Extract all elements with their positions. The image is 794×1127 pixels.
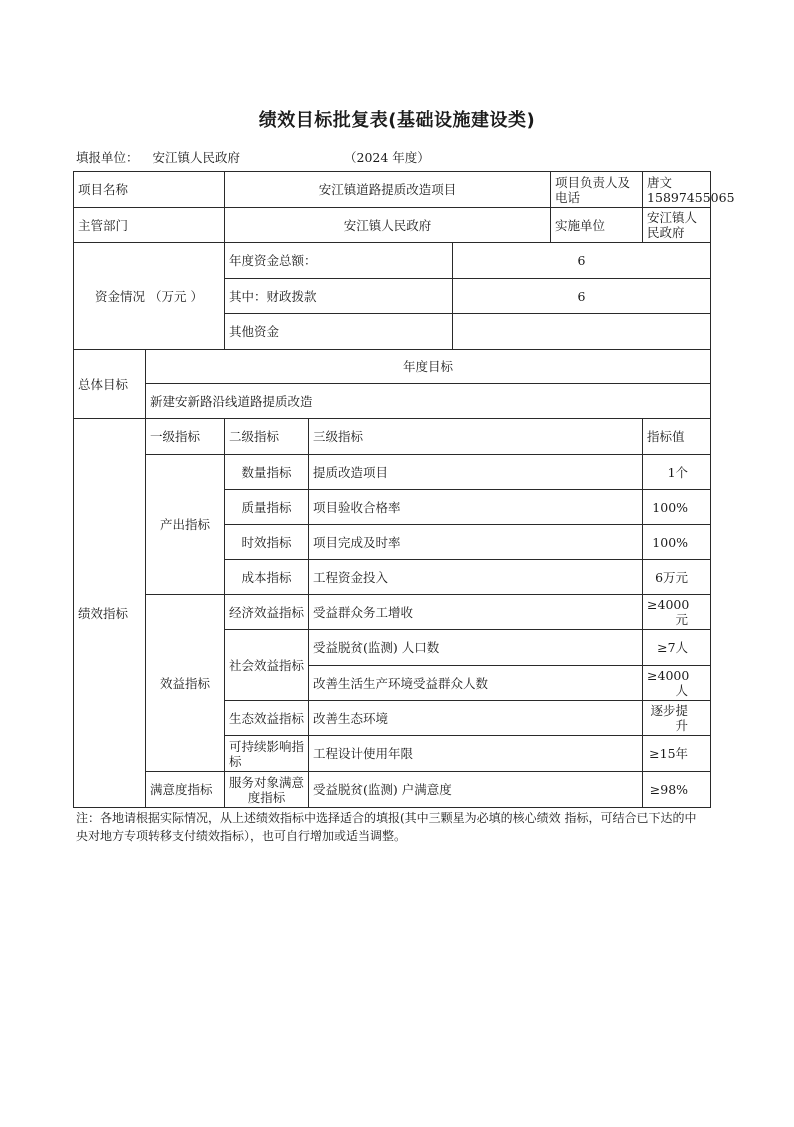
benefit-indicator-label: 效益指标 xyxy=(146,595,225,772)
indicator-level2: 成本指标 xyxy=(225,560,309,595)
performance-table xyxy=(73,171,735,808)
reporting-unit-label: 填报单位： xyxy=(76,150,139,165)
indicator-level3: 受益脱贫(监测) 人口数 xyxy=(309,630,643,666)
footnote: 注：各地请根据实际情况，从上述绩效指标中选择适合的填报(其中三颗星为必填的核心绩效 指标，可结合已下达的中央对地方专项转移支付绩效指标），也可自行增加或适当调整。 xyxy=(76,811,697,843)
funds-total-label: 年度资金总额： xyxy=(225,243,453,279)
indicator-level3: 提质改造项目 xyxy=(309,455,643,490)
department-row xyxy=(74,208,711,243)
indicator-row xyxy=(74,595,711,630)
project-leader-value: 唐文15897455065 xyxy=(643,172,711,208)
indicator-value: 6万元 xyxy=(643,560,711,595)
indicator-value: 100% xyxy=(643,490,711,525)
indicator-level3: 工程设计使用年限 xyxy=(309,736,643,772)
indicator-level2: 经济效益指标 xyxy=(225,595,309,630)
department-value: 安江镇人民政府 xyxy=(225,208,551,243)
indicator-row xyxy=(74,455,711,490)
funds-total-value: 6 xyxy=(453,243,711,279)
reporting-unit xyxy=(76,148,240,166)
funds-fiscal-label: 其中：财政拨款 xyxy=(225,279,453,314)
performance-indicator-label: 绩效指标 xyxy=(74,419,146,808)
indicator-level3: 改善生态环境 xyxy=(309,701,643,736)
indicator-level2: 社会效益指标 xyxy=(225,630,309,701)
indicator-level3: 改善生活生产环境受益群众人数 xyxy=(309,666,643,701)
indicator-row xyxy=(74,772,711,808)
indicator-level2: 数量指标 xyxy=(225,455,309,490)
indicator-level2: 服务对象满意度指标 xyxy=(225,772,309,808)
reporting-unit-value: 安江镇人民政府 xyxy=(152,150,241,165)
indicator-level2: 生态效益指标 xyxy=(225,701,309,736)
department-label: 主管部门 xyxy=(74,208,225,243)
indicator-value: ≥7人 xyxy=(643,630,711,666)
header-level3: 三级指标 xyxy=(309,419,643,455)
indicator-level2: 可持续影响指标 xyxy=(225,736,309,772)
project-name-value: 安江镇道路提质改造项目 xyxy=(225,172,551,208)
implementing-unit-value: 安江镇人民政府 xyxy=(643,208,711,243)
overall-goal-label: 总体目标 xyxy=(74,350,146,419)
funds-other-label: 其他资金 xyxy=(225,314,453,350)
indicator-value: ≥4000元 xyxy=(643,595,711,630)
indicator-level3: 工程资金投入 xyxy=(309,560,643,595)
indicator-value: ≥4000人 xyxy=(643,666,711,701)
indicator-level2: 质量指标 xyxy=(225,490,309,525)
funds-fiscal-value: 6 xyxy=(453,279,711,314)
report-year: （2024 年度） xyxy=(344,150,430,165)
project-leader-label: 项目负责人及电话 xyxy=(551,172,643,208)
project-name-label: 项目名称 xyxy=(74,172,225,208)
funds-total-row xyxy=(74,243,711,279)
page-title: 绩效目标批复表(基础设施建设类) xyxy=(258,110,536,131)
annual-goal-label: 年度目标 xyxy=(146,350,711,384)
indicator-header-row xyxy=(74,419,711,455)
indicator-level3: 项目验收合格率 xyxy=(309,490,643,525)
indicator-level3: 受益群众务工增收 xyxy=(309,595,643,630)
indicator-level3: 受益脱贫(监测) 户满意度 xyxy=(309,772,643,808)
header-level2: 二级指标 xyxy=(225,419,309,455)
indicator-value: 逐步提升 xyxy=(643,701,711,736)
indicator-value: 100% xyxy=(643,525,711,560)
indicator-level3: 项目完成及时率 xyxy=(309,525,643,560)
funds-other-value xyxy=(453,314,711,350)
implementing-unit-label: 实施单位 xyxy=(551,208,643,243)
project-name-row xyxy=(74,172,711,208)
indicator-level2: 时效指标 xyxy=(225,525,309,560)
goal-header-row xyxy=(74,350,711,384)
header-level1: 一级指标 xyxy=(146,419,225,455)
satisfaction-indicator-label: 满意度指标 xyxy=(146,772,225,808)
indicator-value: ≥98% xyxy=(643,772,711,808)
header-value: 指标值 xyxy=(643,419,711,455)
indicator-value: ≥15年 xyxy=(643,736,711,772)
annual-goal-value: 新建安新路沿线道路提质改造 xyxy=(146,384,711,419)
funds-label: 资金情况 （万元 ） xyxy=(74,243,225,350)
indicator-value: 1个 xyxy=(643,455,711,490)
output-indicator-label: 产出指标 xyxy=(146,455,225,595)
goal-value-row xyxy=(74,384,711,419)
